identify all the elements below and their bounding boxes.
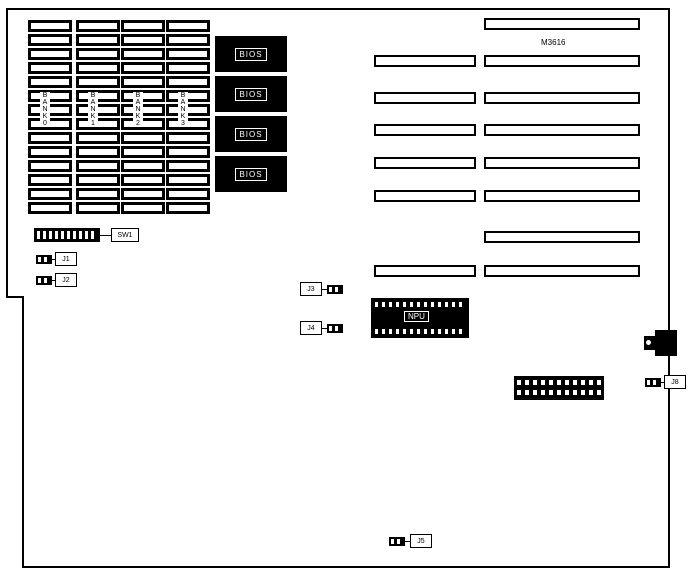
simm-socket[interactable] (166, 104, 210, 116)
expansion-slot[interactable] (374, 190, 476, 202)
dip-switch-sw1[interactable] (34, 228, 100, 242)
bios-chip-1[interactable] (215, 36, 287, 72)
keyboard-connector-hole (646, 340, 651, 345)
npu-socket[interactable] (371, 298, 469, 338)
j1-pin-dot (38, 257, 41, 262)
sw1-label (111, 228, 139, 242)
simm-socket[interactable] (28, 132, 72, 144)
simm-socket[interactable] (121, 160, 165, 172)
simm-socket[interactable] (28, 188, 72, 200)
pin-header[interactable] (514, 376, 604, 400)
j4-pin-dot (329, 326, 332, 331)
expansion-slot[interactable] (484, 55, 640, 67)
expansion-slot[interactable] (484, 231, 640, 243)
j5-label-text: J5 (417, 538, 425, 545)
j5-pin-dot (391, 539, 394, 544)
simm-socket[interactable] (121, 90, 165, 102)
memory-bank-2[interactable] (121, 20, 165, 212)
j8-pin-dot (653, 380, 656, 385)
simm-socket[interactable] (76, 174, 120, 186)
memory-bank-3[interactable] (166, 20, 210, 212)
simm-socket[interactable] (121, 104, 165, 116)
simm-socket[interactable] (76, 34, 120, 46)
simm-socket[interactable] (121, 202, 165, 214)
expansion-slot[interactable] (484, 190, 640, 202)
bank-char: 1 (91, 120, 95, 127)
simm-socket[interactable] (166, 90, 210, 102)
simm-socket[interactable] (166, 62, 210, 74)
simm-socket[interactable] (166, 76, 210, 88)
simm-socket[interactable] (28, 76, 72, 88)
bios-chip-label: BIOS (235, 168, 266, 181)
expansion-slot[interactable] (484, 92, 640, 104)
j5-pin-dot (397, 539, 400, 544)
simm-socket[interactable] (76, 62, 120, 74)
bank-char: A (180, 99, 186, 106)
simm-socket[interactable] (76, 104, 120, 116)
simm-socket[interactable] (166, 34, 210, 46)
simm-socket[interactable] (76, 132, 120, 144)
simm-socket[interactable] (121, 62, 165, 74)
bank-char: 3 (181, 120, 185, 127)
simm-socket[interactable] (76, 118, 120, 130)
bank-char: K (180, 113, 186, 120)
bank-char: A (135, 99, 141, 106)
memory-bank-0[interactable] (28, 20, 72, 212)
bank-1-label (88, 92, 98, 127)
j5-label (410, 534, 432, 548)
expansion-slot[interactable] (484, 18, 640, 30)
j8-label-text: J8 (671, 379, 679, 386)
keyboard-connector[interactable] (655, 330, 677, 356)
simm-socket[interactable] (28, 90, 72, 102)
j2-pin-dot (44, 278, 47, 283)
expansion-slot[interactable] (374, 124, 476, 136)
simm-socket[interactable] (166, 20, 210, 32)
simm-socket[interactable] (166, 188, 210, 200)
j4-pin-dot (335, 326, 338, 331)
bios-chip-2[interactable] (215, 76, 287, 112)
bank-char: N (180, 106, 186, 113)
j2-label-text: J2 (62, 277, 70, 284)
npu-label (404, 311, 429, 322)
expansion-slot[interactable] (374, 55, 476, 67)
bank-char: K (135, 113, 141, 120)
j1-pin-dot (44, 257, 47, 262)
bank-char: A (42, 99, 48, 106)
bank-char: K (90, 113, 96, 120)
simm-socket[interactable] (166, 160, 210, 172)
simm-socket[interactable] (166, 132, 210, 144)
bank-char: N (90, 106, 96, 113)
bank-char: A (90, 99, 96, 106)
bank-char: B (135, 92, 141, 99)
simm-socket[interactable] (76, 160, 120, 172)
bios-chip-label: BIOS (235, 128, 266, 141)
j8-pin-dot (647, 380, 650, 385)
chip-m3616-label: M3616 (541, 38, 566, 47)
simm-socket[interactable] (76, 76, 120, 88)
expansion-slot[interactable] (374, 157, 476, 169)
bank-char: K (42, 113, 48, 120)
bank-char: N (135, 106, 141, 113)
simm-socket[interactable] (121, 48, 165, 60)
simm-socket[interactable] (166, 174, 210, 186)
simm-socket[interactable] (121, 20, 165, 32)
simm-socket[interactable] (28, 62, 72, 74)
simm-socket[interactable] (28, 160, 72, 172)
j3-label (300, 282, 322, 296)
simm-socket[interactable] (28, 146, 72, 158)
simm-socket[interactable] (28, 118, 72, 130)
sw1-label-text: SW1 (117, 232, 133, 239)
board-outline-main (22, 296, 670, 568)
memory-bank-1[interactable] (76, 20, 120, 212)
j1-label (55, 252, 77, 266)
simm-socket[interactable] (28, 48, 72, 60)
bank-char: B (180, 92, 186, 99)
bank-char: B (42, 92, 48, 99)
bank-char: N (42, 106, 48, 113)
simm-socket[interactable] (28, 20, 72, 32)
j3-pin-dot (335, 287, 338, 292)
expansion-slot[interactable] (484, 124, 640, 136)
simm-socket[interactable] (121, 118, 165, 130)
bank-char: 0 (43, 120, 47, 127)
simm-socket[interactable] (76, 90, 120, 102)
bank-3-label (178, 92, 188, 127)
bios-chip-label: BIOS (235, 48, 266, 61)
j4-label (300, 321, 322, 335)
simm-socket[interactable] (166, 118, 210, 130)
simm-socket[interactable] (121, 34, 165, 46)
board-outline-notch-edge (6, 8, 22, 298)
expansion-slot[interactable] (484, 157, 640, 169)
simm-socket[interactable] (76, 188, 120, 200)
bank-0-label (40, 92, 50, 127)
bank-2-label (133, 92, 143, 127)
simm-socket[interactable] (121, 146, 165, 158)
simm-socket[interactable] (76, 48, 120, 60)
bank-char: B (90, 92, 96, 99)
simm-socket[interactable] (28, 174, 72, 186)
simm-socket[interactable] (76, 20, 120, 32)
j2-pin-dot (38, 278, 41, 283)
bank-char: 2 (136, 120, 140, 127)
bios-chip-4[interactable] (215, 156, 287, 192)
simm-socket[interactable] (166, 202, 210, 214)
expansion-slot[interactable] (484, 265, 640, 277)
simm-socket[interactable] (166, 146, 210, 158)
simm-socket[interactable] (76, 202, 120, 214)
simm-socket[interactable] (121, 132, 165, 144)
j3-label-text: J3 (307, 286, 315, 293)
simm-socket[interactable] (121, 188, 165, 200)
simm-socket[interactable] (121, 76, 165, 88)
j1-label-text: J1 (62, 256, 70, 263)
expansion-slot[interactable] (374, 92, 476, 104)
simm-socket[interactable] (28, 202, 72, 214)
j4-label-text: J4 (307, 325, 315, 332)
j3-pin-dot (329, 287, 332, 292)
j8-label (664, 375, 686, 389)
simm-socket[interactable] (121, 174, 165, 186)
npu-label-text: NPU (408, 312, 425, 321)
j2-label (55, 273, 77, 287)
bios-chip-label: BIOS (235, 88, 266, 101)
simm-socket[interactable] (28, 104, 72, 116)
bios-chip-3[interactable] (215, 116, 287, 152)
simm-socket[interactable] (166, 48, 210, 60)
expansion-slot[interactable] (374, 265, 476, 277)
simm-socket[interactable] (28, 34, 72, 46)
simm-socket[interactable] (76, 146, 120, 158)
